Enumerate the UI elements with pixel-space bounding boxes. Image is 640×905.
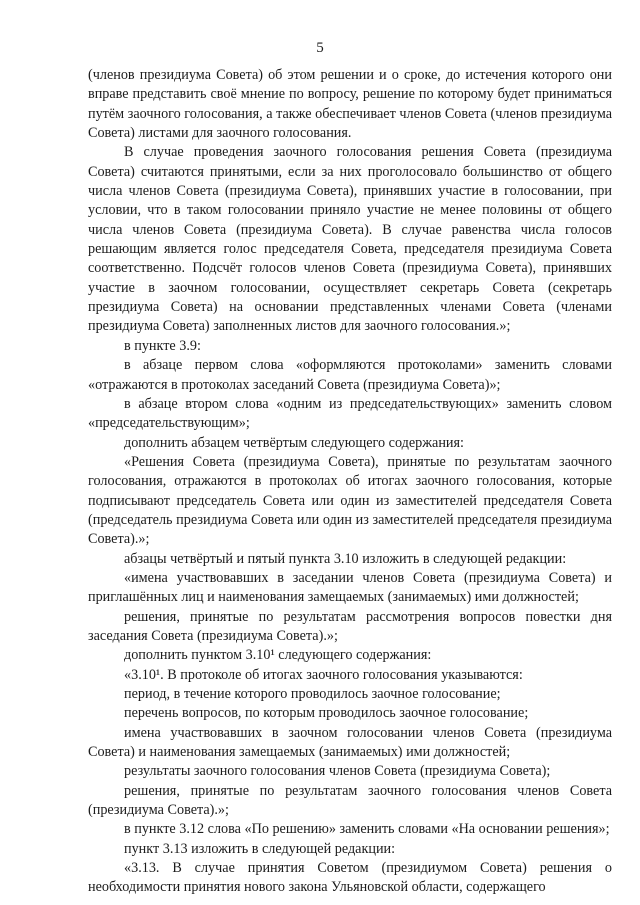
document-body (88, 66, 612, 898)
paragraph: В случае проведения заочного голосования решения Совета (президиума Совета) считаются принятыми, если за них проголосовало большинство от общего числа членов Совета (президиума Совета), принявших участие в голосовании, при условии, что в таком голосовании приняло участие не менее половины от общего числа членов Совета (президиума Совета). В случае равенства числа голосов решающим является голос председателя Совета, председателя президиума Совета соответственно. Подсчёт голосов членов Совета (президиума Совета), принявших участие в заочном голосовании, осуществляет секретарь Совета (секретарь президиума Совета) на основании представленных членами Совета (членами президиума Совета) заполненных листов для заочного голосования.»; (88, 144, 612, 335)
paragraph: период, в течение которого проводилось заочное голосование; (124, 686, 501, 702)
paragraph: дополнить пунктом 3.10¹ следующего содержания: (124, 647, 432, 664)
paragraph: дополнить абзацем четвёртым следующего содержания: (124, 434, 464, 451)
paragraph: в абзаце втором слова «одним из председательствующих» заменить словом «председательствующим»; (88, 395, 612, 432)
paragraph: «3.13. В случае принятия Советом (президиумом Совета) решения о необходимости принятия нового закона Ульяновской области, содержащего (88, 860, 612, 896)
paragraph: перечень вопросов, по которым проводилось заочное голосование; (124, 705, 529, 722)
paragraph: абзацы четвёртый и пятый пункта 3.10 изложить в следующей редакции: (124, 550, 567, 567)
paragraph: в пункте 3.9: (124, 337, 201, 354)
paragraph: «3.10¹. В протоколе об итогах заочного голосования указываются: (124, 666, 523, 683)
page-number: 5 (316, 40, 324, 56)
paragraph: в пункте 3.12 слова «По решению» заменить словами «На основании решения»; (124, 821, 610, 838)
paragraph: (членов президиума Совета) об этом решении и о сроке, до истечения которого они вправе представить своё мнение по вопросу, решение по которому будет приниматься путём заочного голосования, а также обеспечивает членов Совета (членов президиума Совета) листами для заочного голосования. (88, 67, 612, 142)
paragraph: результаты заочного голосования членов Совета (президиума Совета); (124, 763, 551, 780)
paragraph: решения, принятые по результатам рассмотрения вопросов повестки дня заседания Совета (президиума Совета).»; (88, 608, 612, 644)
paragraph: решения, принятые по результатам заочного голосования членов Совета (президиума Совета).»; (88, 782, 612, 819)
paragraph: «имена участвовавших в заседании членов Совета (президиума Совета) и приглашённых лиц и наименования замещаемых (занимаемых) ими должностей; (88, 569, 612, 606)
paragraph: пункт 3.13 изложить в следующей редакции: (124, 840, 396, 857)
paragraph: имена участвовавших в заочном голосовании членов Совета (президиума Совета) и наименования замещаемых (занимаемых) ими должностей; (88, 724, 612, 761)
paragraph: в абзаце первом слова «оформляются протоколами» заменить словами «отражаются в протоколах заседаний Совета (президиума Совета)»; (88, 357, 612, 393)
paragraph: «Решения Совета (президиума Совета), принятые по результатам заочного голосования, отражаются в протоколах об итогах заочного голосования, которые подписывают председатель Совета или один из заместителей председателя Совета (председатель президиума Совета или один из заместителей председателя президиума Совета).»; (88, 453, 612, 548)
